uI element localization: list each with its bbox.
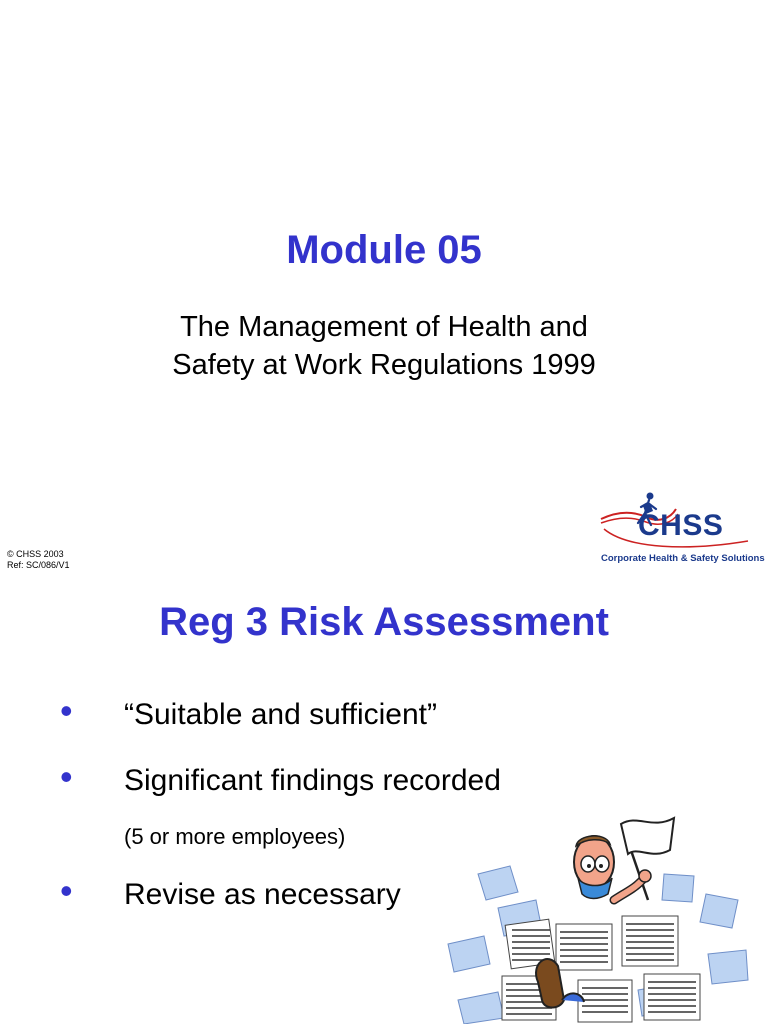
slide-title: Reg 3 Risk Assessment bbox=[159, 600, 609, 644]
list-item: Significant findings recorded bbox=[124, 764, 501, 797]
subtitle-line-1: The Management of Health and bbox=[180, 311, 588, 343]
person-buried-in-paperwork-waving-white-flag-icon bbox=[438, 804, 758, 1024]
logo-name: CHSS bbox=[638, 509, 724, 542]
copyright-line: © CHSS 2003 bbox=[7, 549, 64, 559]
chss-logo bbox=[598, 489, 765, 569]
slide-title: Module 05 bbox=[286, 228, 482, 272]
slide-subtitle bbox=[84, 308, 684, 384]
slide-risk-assessment bbox=[0, 580, 768, 1024]
logo-tagline: Corporate Health & Safety Solutions bbox=[601, 553, 765, 564]
list-item-note: (5 or more employees) bbox=[124, 824, 346, 849]
list-item: “Suitable and sufficient” bbox=[124, 698, 437, 731]
bullet-dot-icon: • bbox=[60, 690, 73, 731]
subtitle-line-2: Safety at Work Regulations 1999 bbox=[172, 349, 596, 381]
bullet-dot-icon: • bbox=[60, 756, 73, 797]
reference-line: Ref: SC/086/V1 bbox=[7, 560, 70, 570]
bullet-dot-icon: • bbox=[60, 870, 73, 911]
copyright-note bbox=[7, 549, 70, 571]
list-item: Revise as necessary bbox=[124, 878, 401, 911]
paperwork-clipart bbox=[438, 804, 758, 1024]
